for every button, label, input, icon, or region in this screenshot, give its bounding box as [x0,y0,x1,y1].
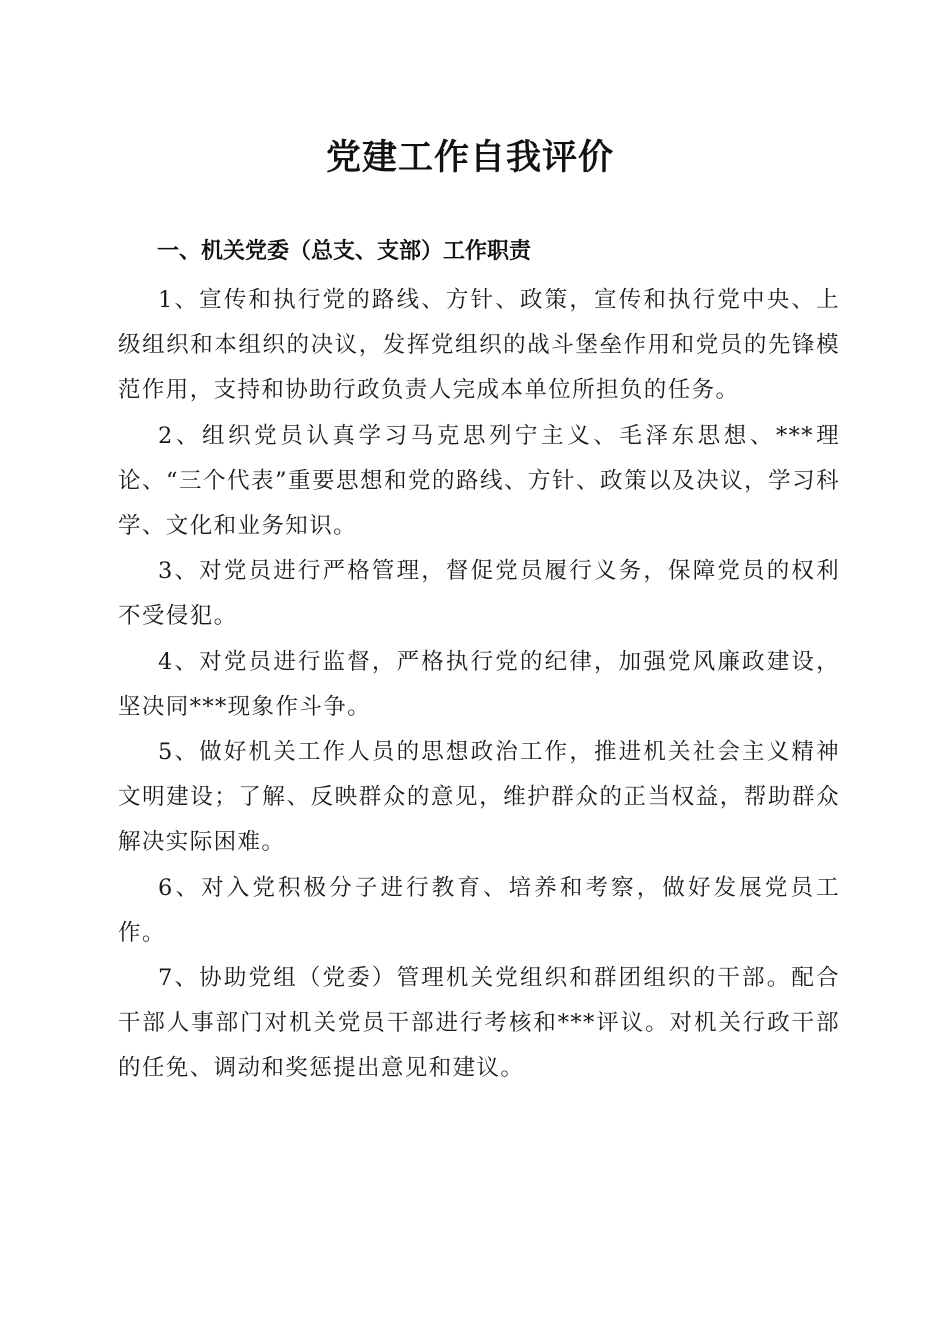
document-title: 党建工作自我评价 [325,137,614,178]
duty-item-4: 4、对党员进行监督，严格执行党的纪律，加强党风廉政建设，坚决同***现象作斗争。 [118,648,840,720]
duty-item-1: 1、宣传和执行党的路线、方针、政策，宣传和执行党中央、上级组织和本组织的决议，发挥党组织的战斗堡垒作用和党员的先锋模范作用，支持和协助行政负责人完成本单位所担负的任务。 [118,287,840,404]
duty-item-2: 2、组织党员认真学习马克思列宁主义、毛泽东思想、***理论、“三个代表”重要思想和党的路线、方针、政策以及决议，学习科学、文化和业务知识。 [118,422,840,540]
duty-item-6: 6、对入党积极分子进行教育、培养和考察，做好发展党员工作。 [118,874,840,946]
section-heading: 一、机关党委（总支、支部）工作职责 [157,239,532,264]
duty-item-3: 3、对党员进行严格管理，督促党员履行义务，保障党员的权利不受侵犯。 [118,558,840,630]
duty-item-7: 7、协助党组（党委）管理机关党组织和群团组织的干部。配合干部人事部门对机关党员干部进行考核和***评议。对机关行政干部的任免、调动和奖惩提出意见和建议。 [118,965,840,1082]
duty-item-5: 5、做好机关工作人员的思想政治工作，推进机关社会主义精神文明建设；了解、反映群众的意见，维护群众的正当权益，帮助群众解决实际困难。 [118,739,840,856]
section-body [118,278,840,1092]
